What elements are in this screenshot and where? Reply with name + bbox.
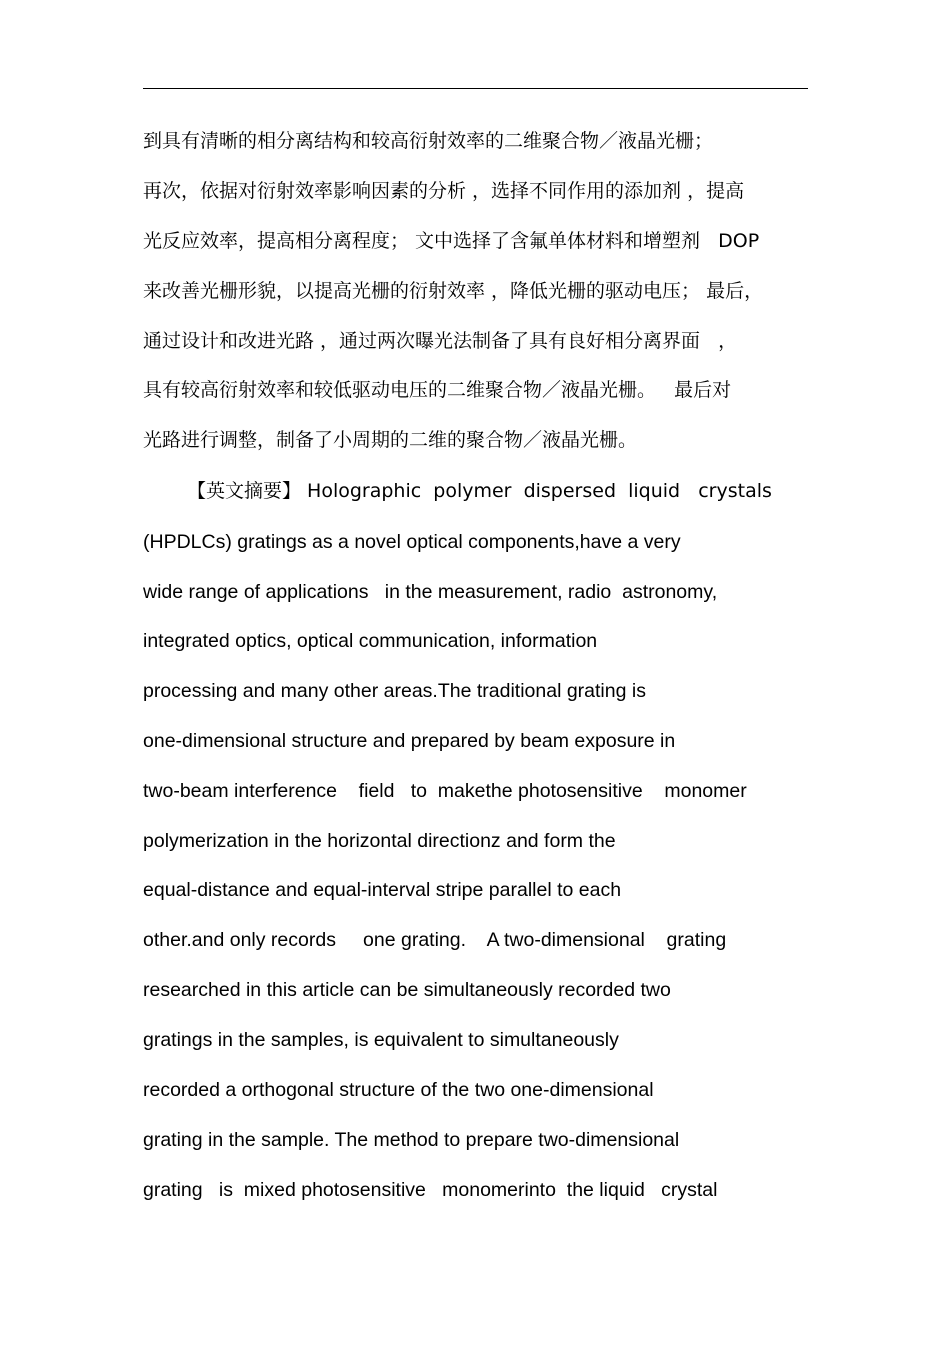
text-line: 光反应效率，提高相分离程度； 文中选择了含氟单体材料和增塑剂 DOP xyxy=(143,230,760,252)
text-line: one-dimensional structure and prepared by beam exposure in xyxy=(143,730,676,752)
text-line: other.and only records one grating. A two-dimensional grating xyxy=(143,929,727,951)
header-rule xyxy=(143,88,808,89)
text-line: researched in this article can be simultaneously recorded two xyxy=(143,979,671,1001)
text-line: 光路进行调整，制备了小周期的二维的聚合物／液晶光栅。 xyxy=(143,429,638,451)
text-line: 具有较高衍射效率和较低驱动电压的二维聚合物／液晶光栅。 最后对 xyxy=(143,379,732,401)
text-line: gratings in the samples, is equivalent to simultaneously xyxy=(143,1029,619,1051)
text-line: integrated optics, optical communication, information xyxy=(143,630,598,652)
text-line: wide range of applications in the measurement, radio astronomy, xyxy=(143,581,718,603)
text-line: 来改善光栅形貌，以提高光栅的衍射效率 ，降低光栅的驱动电压； 最后， xyxy=(143,280,764,302)
text-line: 到具有清晰的相分离结构和较高衍射效率的二维聚合物／液晶光栅； xyxy=(143,130,714,152)
text-line: two-beam interference field to makethe photosensitive monomer xyxy=(143,780,747,802)
text-line: equal-distance and equal-interval stripe parallel to each xyxy=(143,879,622,901)
text-line: (HPDLCs) gratings as a novel optical components,have a very xyxy=(143,531,681,553)
text-line: processing and many other areas.The traditional grating is xyxy=(143,680,646,702)
english-abstract-heading-line: 【英文摘要】 Holographic polymer dispersed liquid crystals xyxy=(187,480,772,502)
text-line: polymerization in the horizontal directionz and form the xyxy=(143,830,616,852)
text-line: grating is mixed photosensitive monomerinto the liquid crystal xyxy=(143,1179,718,1201)
text-line: grating in the sample. The method to prepare two-dimensional xyxy=(143,1129,680,1151)
text-line: recorded a orthogonal structure of the two one-dimensional xyxy=(143,1079,654,1101)
text-line: 再次，依据对衍射效率影响因素的分析 ，选择不同作用的添加剂 ，提高 xyxy=(143,180,745,202)
text-line: 通过设计和改进光路 ，通过两次曝光法制备了具有良好相分离界面 ， xyxy=(143,330,738,352)
